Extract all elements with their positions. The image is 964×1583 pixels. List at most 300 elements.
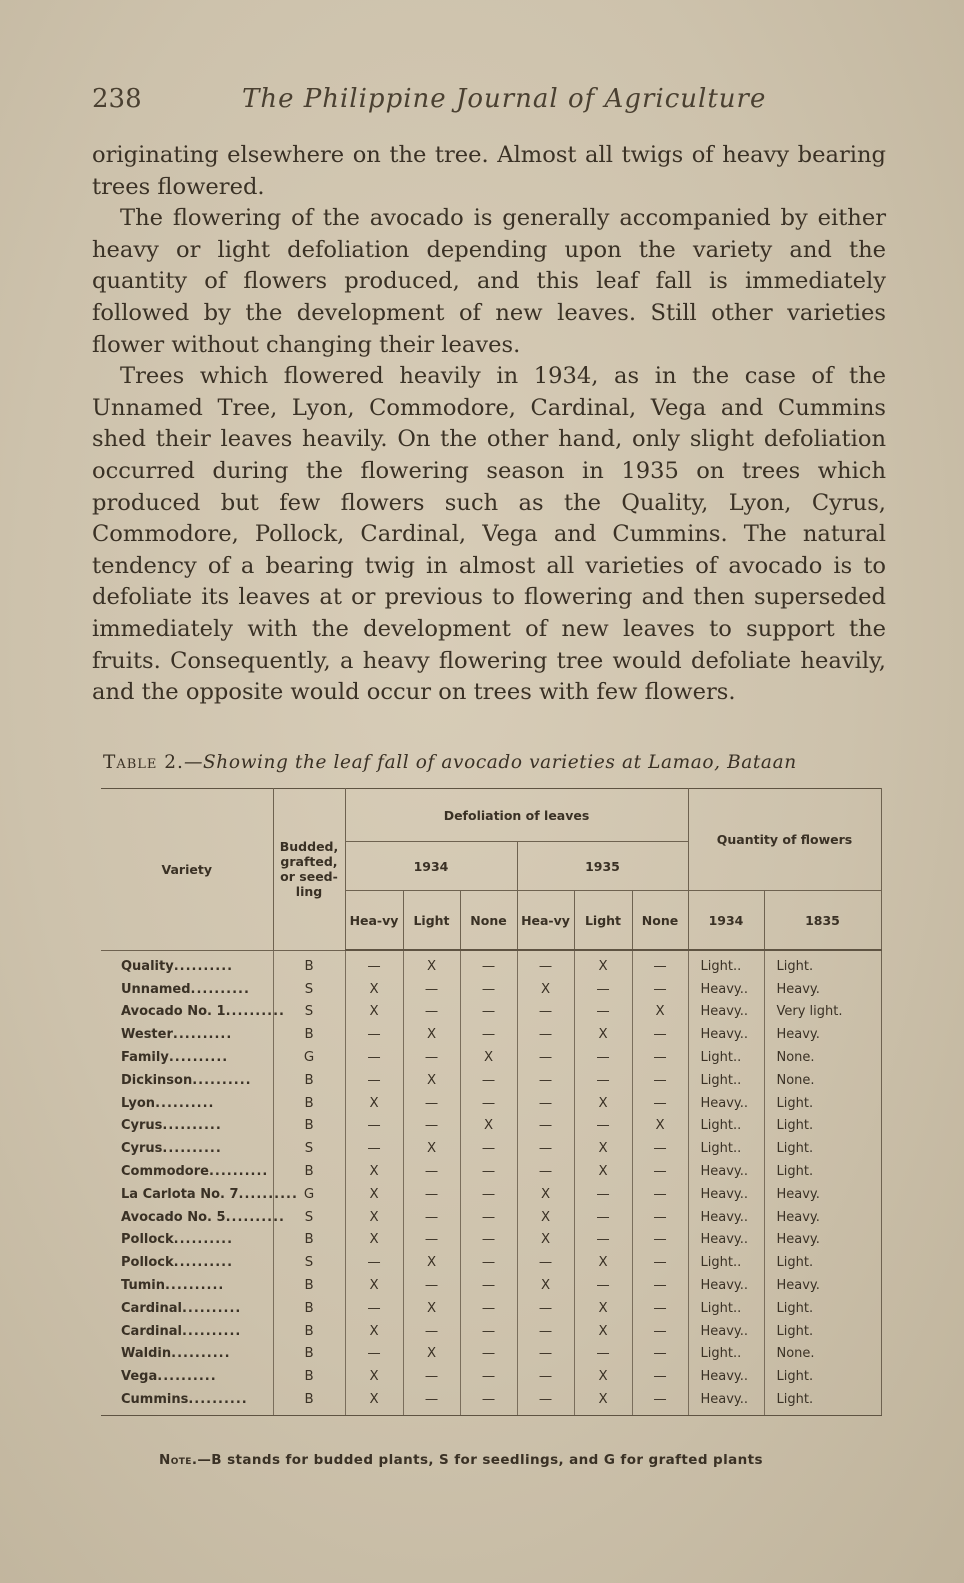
- cell-value: —: [596, 1346, 610, 1362]
- table-cell-l35: [574, 978, 632, 1001]
- table-cell-l35: [574, 1137, 632, 1160]
- table-cell-l35: [574, 1115, 632, 1138]
- table-cell-f35: [764, 1251, 881, 1274]
- table-row: [101, 950, 881, 978]
- table-cell-n35: [632, 1365, 688, 1388]
- cell-value: —: [596, 1118, 610, 1134]
- cell-value: X: [369, 981, 379, 997]
- table-cell-f34: Heavy..: [688, 1160, 764, 1183]
- table-cell-n34: [460, 1183, 517, 1206]
- cell-value: Wester: [121, 1027, 173, 1043]
- cell-value: —: [653, 1255, 667, 1271]
- cell-value: —: [538, 1095, 553, 1111]
- table-cell-variety: Cardinal..........: [101, 1320, 273, 1343]
- cell-value: X: [369, 1164, 379, 1180]
- note-label: Note.: [159, 1452, 198, 1468]
- table-cell-h35: [517, 1297, 574, 1320]
- table-cell-type: [273, 1229, 345, 1252]
- cell-value: X: [426, 1346, 437, 1362]
- cell-value: —: [481, 1164, 496, 1180]
- cell-value: —: [538, 1300, 553, 1316]
- table-cell-l35: [574, 1046, 632, 1069]
- cell-value: —: [481, 1392, 496, 1408]
- table-cell-variety: Family..........: [101, 1046, 273, 1069]
- table-cell-n35: [632, 1297, 688, 1320]
- table-cell-type: [273, 978, 345, 1001]
- table-cell-l35: [574, 1160, 632, 1183]
- table-cell-l34: [403, 1115, 460, 1138]
- table-cell-h35: [517, 1343, 574, 1366]
- table-cell-f35: [764, 1046, 881, 1069]
- table-cell-variety: Pollock..........: [101, 1251, 273, 1274]
- cell-value: Heavy.: [776, 1027, 820, 1043]
- cell-value: —: [367, 1072, 381, 1088]
- table-cell-n34: [460, 1388, 517, 1415]
- cell-value: —: [481, 1278, 496, 1294]
- cell-value: Light: [700, 1300, 733, 1316]
- cell-value: —: [653, 1050, 667, 1066]
- cell-value: —: [538, 1369, 553, 1385]
- cell-value: X: [540, 1186, 551, 1202]
- table-cell-f35: [764, 950, 881, 978]
- cell-value: —: [538, 1050, 553, 1066]
- cell-value: Tumin: [121, 1278, 165, 1294]
- table-cell-variety: Dickinson..........: [101, 1069, 273, 1092]
- paragraph-1: originating elsewhere on the tree. Almost all twigs of heavy bearing trees flowered.: [92, 142, 886, 200]
- table-row: [101, 1001, 881, 1024]
- table-cell-l35: [574, 1069, 632, 1092]
- cell-value: X: [369, 1369, 379, 1385]
- cell-value: —: [653, 1164, 667, 1180]
- table-cell-n34: [460, 1206, 517, 1229]
- cell-value: Heavy.: [776, 1186, 820, 1202]
- cell-value: Heavy: [700, 1186, 740, 1202]
- table-cell-l35: [574, 1206, 632, 1229]
- table-cell-type: [273, 1251, 345, 1274]
- table-cell-type: [273, 1092, 345, 1115]
- paragraph-2: The flowering of the avocado is generally accompanied by either heavy or light defoliation depending upon the variety and the quantity of flowers produced, and this leaf fall is immediately followed by the development of new leaves. Still other varieties flower without changing their leaves.: [92, 205, 886, 358]
- cell-value: X: [369, 1323, 379, 1339]
- table-cell-f35: [764, 1365, 881, 1388]
- cell-value: —: [538, 1004, 553, 1020]
- note-text: —B stands for budded plants, S for seedlings, and G for grafted plants: [197, 1452, 763, 1468]
- cell-value: —: [538, 1072, 553, 1088]
- table-row: [101, 1183, 881, 1206]
- cell-value: —: [481, 1186, 496, 1202]
- cell-value: Heavy.: [776, 1232, 820, 1248]
- cell-value: —: [538, 1392, 553, 1408]
- table-cell-variety: Cyrus..........: [101, 1137, 273, 1160]
- cell-value: —: [481, 1072, 496, 1088]
- table-cell-l34: [403, 1183, 460, 1206]
- cell-value: S: [304, 1255, 314, 1271]
- cell-value: Light: [700, 1072, 733, 1088]
- table-cell-h35: [517, 950, 574, 978]
- table-cell-n34: [460, 950, 517, 978]
- cell-value: Pollock: [121, 1255, 174, 1271]
- cell-value: —: [424, 1050, 439, 1066]
- table-cell-f34: Light..: [688, 1343, 764, 1366]
- table-cell-h34: [345, 1001, 403, 1024]
- table-cell-f35: [764, 1069, 881, 1092]
- table-cell-f35: [764, 1388, 881, 1415]
- table-cell-l34: [403, 1023, 460, 1046]
- cell-value: —: [481, 1255, 496, 1271]
- table-row: [101, 1206, 881, 1229]
- table-cell-n34: [460, 1023, 517, 1046]
- table-note: [159, 1452, 879, 1468]
- table-cell-variety: Unnamed..........: [101, 978, 273, 1001]
- cell-value: Light: [700, 1050, 733, 1066]
- cell-value: —: [367, 1141, 381, 1157]
- cell-value: Heavy: [700, 1323, 740, 1339]
- cell-value: —: [653, 1278, 667, 1294]
- table-cell-n35: [632, 1183, 688, 1206]
- cell-value: Cyrus: [121, 1118, 163, 1134]
- cell-value: —: [653, 1186, 667, 1202]
- table-cell-h34: [345, 1297, 403, 1320]
- table-cell-h34: [345, 1251, 403, 1274]
- table-cell-h34: [345, 1137, 403, 1160]
- cell-value: Heavy: [700, 1027, 740, 1043]
- cell-value: Cyrus: [121, 1141, 163, 1157]
- cell-value: —: [596, 1004, 610, 1020]
- table-row: [101, 1046, 881, 1069]
- header-flowers-1934: 1934: [688, 891, 764, 951]
- cell-value: —: [481, 1095, 496, 1111]
- table-cell-f35: [764, 1229, 881, 1252]
- table-cell-n35: [632, 1206, 688, 1229]
- table-cell-h34: [345, 1023, 403, 1046]
- cell-value: X: [655, 1118, 665, 1134]
- table-cell-h34: [345, 1343, 403, 1366]
- table-cell-l34: [403, 1160, 460, 1183]
- table-cell-l34: [403, 978, 460, 1001]
- table-row: [101, 1365, 881, 1388]
- table-caption: [103, 752, 888, 773]
- cell-value: —: [481, 1346, 496, 1362]
- table-cell-l35: [574, 1229, 632, 1252]
- table-cell-n34: [460, 1001, 517, 1024]
- table-cell-f35: [764, 1183, 881, 1206]
- cell-value: X: [426, 1027, 437, 1043]
- header-light-1934: Light: [403, 891, 460, 951]
- cell-value: —: [367, 1300, 381, 1316]
- table-cell-l34: [403, 1137, 460, 1160]
- cell-value: —: [538, 1141, 553, 1157]
- table-cell-type: [273, 950, 345, 978]
- table-cell-l35: [574, 1001, 632, 1024]
- table-cell-l34: [403, 1092, 460, 1115]
- cell-value: S: [304, 1209, 314, 1225]
- page-number: 238: [92, 84, 142, 114]
- table-cell-f34: Heavy..: [688, 1206, 764, 1229]
- cell-value: B: [304, 1118, 314, 1134]
- table-caption-label: Table 2.: [103, 752, 184, 773]
- cell-value: Heavy.: [776, 1278, 820, 1294]
- cell-value: Heavy: [700, 981, 740, 997]
- body-text: [92, 140, 886, 709]
- cell-value: —: [653, 1369, 667, 1385]
- cell-value: X: [426, 1255, 437, 1271]
- cell-value: X: [598, 1141, 608, 1157]
- cell-value: —: [653, 1346, 667, 1362]
- table-cell-f35: [764, 1206, 881, 1229]
- table-cell-type: [273, 1320, 345, 1343]
- cell-value: X: [426, 1072, 437, 1088]
- table-row: [101, 1092, 881, 1115]
- table-cell-l34: [403, 1274, 460, 1297]
- cell-value: Heavy: [700, 1278, 740, 1294]
- table-cell-n34: [460, 1115, 517, 1138]
- cell-value: —: [538, 1027, 553, 1043]
- table-cell-n35: [632, 1137, 688, 1160]
- cell-value: —: [538, 1255, 553, 1271]
- table-cell-n35: [632, 1251, 688, 1274]
- cell-value: Cardinal: [121, 1323, 182, 1339]
- table-cell-l34: [403, 1229, 460, 1252]
- cell-value: —: [481, 1027, 496, 1043]
- table-cell-f34: Heavy..: [688, 1388, 764, 1415]
- cell-value: —: [424, 1232, 439, 1248]
- cell-value: S: [304, 1141, 314, 1157]
- table-cell-n35: [632, 950, 688, 978]
- cell-value: Light.: [776, 1392, 814, 1408]
- table-cell-type: [273, 1069, 345, 1092]
- cell-value: None.: [776, 1346, 815, 1362]
- cell-value: La Carlota No. 7: [121, 1186, 239, 1202]
- cell-value: —: [424, 1004, 439, 1020]
- cell-value: Heavy: [700, 1164, 740, 1180]
- cell-value: —: [481, 1209, 496, 1225]
- table-cell-h35: [517, 1069, 574, 1092]
- table-cell-l35: [574, 1343, 632, 1366]
- table-cell-variety: Avocado No. 1..........: [101, 1001, 273, 1024]
- table-cell-f34: Light..: [688, 1115, 764, 1138]
- table-cell-f35: [764, 1001, 881, 1024]
- cell-value: S: [304, 1004, 314, 1020]
- cell-value: —: [424, 1323, 439, 1339]
- cell-value: None.: [776, 1072, 815, 1088]
- header-year-1935: 1935: [517, 842, 688, 891]
- cell-value: X: [426, 1300, 437, 1316]
- table-cell-f35: [764, 1023, 881, 1046]
- cell-value: —: [653, 1232, 667, 1248]
- cell-value: —: [424, 1369, 439, 1385]
- table-cell-h34: [345, 978, 403, 1001]
- table-cell-l35: [574, 1297, 632, 1320]
- cell-value: Cummins: [121, 1392, 189, 1408]
- cell-value: —: [424, 1209, 439, 1225]
- table-cell-f34: Heavy..: [688, 1320, 764, 1343]
- cell-value: B: [304, 1392, 314, 1408]
- table-cell-f34: Light..: [688, 1297, 764, 1320]
- table-cell-h34: [345, 950, 403, 978]
- cell-value: —: [653, 981, 667, 997]
- cell-value: Avocado No. 5: [121, 1209, 226, 1225]
- table-cell-h35: [517, 1388, 574, 1415]
- cell-value: —: [653, 1323, 667, 1339]
- cell-value: —: [596, 1050, 610, 1066]
- cell-value: —: [653, 958, 667, 974]
- cell-value: —: [653, 1392, 667, 1408]
- table-cell-n35: [632, 1092, 688, 1115]
- cell-value: Waldin: [121, 1346, 172, 1362]
- cell-value: —: [596, 1232, 610, 1248]
- table-cell-h34: [345, 1160, 403, 1183]
- table-cell-type: [273, 1388, 345, 1415]
- table-cell-n35: [632, 1160, 688, 1183]
- cell-value: B: [304, 1072, 314, 1088]
- table-cell-n35: [632, 1069, 688, 1092]
- table-cell-n34: [460, 1160, 517, 1183]
- cell-value: X: [369, 1392, 379, 1408]
- table-row: [101, 1343, 881, 1366]
- table-cell-type: [273, 1343, 345, 1366]
- cell-value: Very light.: [776, 1004, 843, 1020]
- cell-value: —: [367, 1346, 381, 1362]
- header-flowers-1835: 1835: [764, 891, 881, 951]
- cell-value: Light: [700, 1118, 733, 1134]
- table-cell-l34: [403, 1001, 460, 1024]
- table-cell-type: [273, 1115, 345, 1138]
- table-cell-n34: [460, 978, 517, 1001]
- table-cell-l35: [574, 950, 632, 978]
- table-row: [101, 1274, 881, 1297]
- table-cell-n35: [632, 1343, 688, 1366]
- cell-value: —: [424, 1118, 439, 1134]
- cell-value: B: [304, 1164, 314, 1180]
- table-cell-type: [273, 1365, 345, 1388]
- table-cell-n34: [460, 1229, 517, 1252]
- cell-value: Light: [700, 958, 733, 974]
- cell-value: B: [304, 1369, 314, 1385]
- cell-value: Light.: [776, 1141, 814, 1157]
- cell-value: —: [424, 1278, 439, 1294]
- cell-value: —: [538, 1346, 553, 1362]
- table-cell-n34: [460, 1069, 517, 1092]
- cell-value: —: [424, 1186, 439, 1202]
- table-cell-h34: [345, 1206, 403, 1229]
- table-cell-n34: [460, 1137, 517, 1160]
- cell-value: —: [538, 1323, 553, 1339]
- cell-value: X: [540, 981, 551, 997]
- paragraph-3: Trees which flowered heavily in 1934, as in the case of the Unnamed Tree, Lyon, Commodore, Cardinal, Vega and Cummins shed their leaves heavily. On the other hand, only slight defoliation occurred during the flowering season in 1935 on trees which produced but few flowers such as the Quality, Lyon, Cyrus, Commodore, Pollock, Cardinal, Vega and Cummins. The natural tendency of a bearing twig in almost all varieties of avocado is to defoliate its leaves at or previous to flowering and then superseded immediately with the development of new leaves to support the fruits. Consequently, a heavy flowering tree would defoliate heavily, and the opposite would occur on trees with few flowers.: [92, 363, 886, 706]
- table-cell-h35: [517, 1320, 574, 1343]
- cell-value: Light.: [776, 1164, 814, 1180]
- cell-value: Light.: [776, 958, 814, 974]
- table-cell-f34: Light..: [688, 1251, 764, 1274]
- table-cell-f35: [764, 1320, 881, 1343]
- table-cell-n35: [632, 1388, 688, 1415]
- header-heavy-1935: Hea-vy: [517, 891, 574, 951]
- cell-value: Heavy: [700, 1004, 740, 1020]
- table-cell-l34: [403, 1206, 460, 1229]
- cell-value: S: [304, 981, 314, 997]
- cell-value: —: [367, 1118, 381, 1134]
- table-row: [101, 1023, 881, 1046]
- cell-value: —: [481, 1232, 496, 1248]
- table-cell-variety: Quality..........: [101, 950, 273, 978]
- table-row: [101, 978, 881, 1001]
- cell-value: —: [596, 1209, 610, 1225]
- table-cell-h35: [517, 1092, 574, 1115]
- cell-value: X: [369, 1095, 379, 1111]
- table-row: [101, 1297, 881, 1320]
- table-cell-h35: [517, 1001, 574, 1024]
- cell-value: —: [538, 1164, 553, 1180]
- table-cell-l34: [403, 1388, 460, 1415]
- table-cell-variety: Tumin..........: [101, 1274, 273, 1297]
- table-cell-f34: Heavy..: [688, 1183, 764, 1206]
- table-cell-h35: [517, 1251, 574, 1274]
- table-cell-f35: [764, 1092, 881, 1115]
- cell-value: Heavy.: [776, 1209, 820, 1225]
- table-cell-f35: [764, 978, 881, 1001]
- cell-value: —: [424, 981, 439, 997]
- table-cell-variety: Waldin..........: [101, 1343, 273, 1366]
- cell-value: X: [483, 1118, 494, 1134]
- table-cell-type: [273, 1046, 345, 1069]
- journal-title: The Philippine Journal of Agriculture: [242, 84, 767, 114]
- cell-value: X: [598, 1164, 608, 1180]
- table-cell-type: [273, 1297, 345, 1320]
- cell-value: —: [481, 1141, 496, 1157]
- table-cell-variety: Wester..........: [101, 1023, 273, 1046]
- cell-value: X: [598, 1095, 608, 1111]
- table-cell-h35: [517, 1229, 574, 1252]
- cell-value: —: [367, 958, 381, 974]
- table-cell-variety: Pollock..........: [101, 1229, 273, 1252]
- header-light-1935: Light: [574, 891, 632, 951]
- table-cell-l34: [403, 1069, 460, 1092]
- cell-value: X: [426, 1141, 437, 1157]
- cell-value: X: [598, 958, 608, 974]
- cell-value: B: [304, 1095, 314, 1111]
- table-cell-n34: [460, 1365, 517, 1388]
- table-cell-h34: [345, 1046, 403, 1069]
- table-cell-type: [273, 1137, 345, 1160]
- cell-value: Heavy.: [776, 981, 820, 997]
- cell-value: Heavy: [700, 1209, 740, 1225]
- table-cell-f35: [764, 1297, 881, 1320]
- cell-value: —: [538, 1118, 553, 1134]
- cell-value: X: [369, 1232, 379, 1248]
- table-cell-f34: Light..: [688, 1046, 764, 1069]
- cell-value: —: [367, 1027, 381, 1043]
- cell-value: B: [304, 1278, 314, 1294]
- cell-value: None.: [776, 1050, 815, 1066]
- header-variety: Variety: [101, 789, 273, 951]
- cell-value: X: [598, 1323, 608, 1339]
- table-cell-n35: [632, 1023, 688, 1046]
- cell-value: Heavy: [700, 1369, 740, 1385]
- table-cell-n35: [632, 1229, 688, 1252]
- table-cell-variety: La Carlota No. 7..........: [101, 1183, 273, 1206]
- table-cell-n34: [460, 1274, 517, 1297]
- table-cell-h35: [517, 1206, 574, 1229]
- table-cell-l35: [574, 1023, 632, 1046]
- cell-value: Dickinson: [121, 1072, 193, 1088]
- cell-value: —: [653, 1072, 667, 1088]
- cell-value: Light.: [776, 1323, 814, 1339]
- table-body: [101, 950, 881, 1415]
- cell-value: X: [540, 1232, 551, 1248]
- cell-value: —: [653, 1095, 667, 1111]
- table-cell-f35: [764, 1160, 881, 1183]
- table-cell-l34: [403, 1343, 460, 1366]
- table-cell-l35: [574, 1183, 632, 1206]
